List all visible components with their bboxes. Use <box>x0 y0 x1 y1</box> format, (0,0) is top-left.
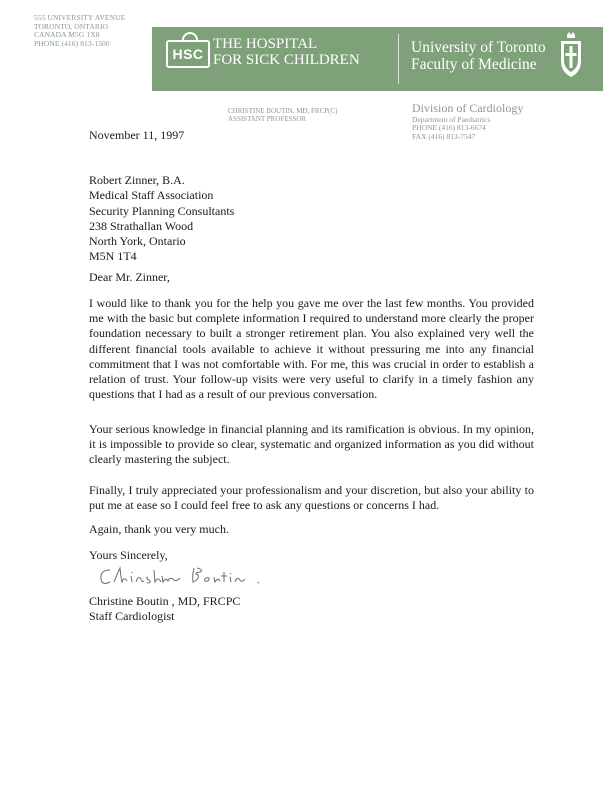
university-crest-icon <box>556 31 586 79</box>
body-paragraph: Your serious knowledge in financial planning and its ramification is obvious. In my opinion, it is impossible to provide so clear, systematic and organized information as you did without clearly mastering the subject. <box>89 422 534 467</box>
hospital-name <box>213 36 360 68</box>
recipient-address <box>89 173 234 265</box>
signer-title: Staff Cardiologist <box>89 609 175 624</box>
hospital-address <box>34 14 125 48</box>
address-line: PHONE (416) 813-1500 <box>34 38 110 48</box>
department-info <box>412 116 490 141</box>
handwritten-signature <box>96 564 276 590</box>
hsc-logo: HSC <box>166 40 210 68</box>
salutation: Dear Mr. Zinner, <box>89 270 170 284</box>
recipient-line: Medical Staff Association <box>89 188 214 203</box>
recipient-line: Security Planning Consultants <box>89 203 235 218</box>
signer-block <box>89 594 240 625</box>
sender-title-line: CHRISTINE BOUTIN, MD, FRCP(C) <box>228 107 338 115</box>
address-line: 555 UNIVERSITY AVENUE <box>34 13 126 22</box>
university-name-line: University of Toronto <box>411 39 546 56</box>
sender-title-line: ASSISTANT PROFESSOR <box>228 115 307 124</box>
body-paragraph: I would like to thank you for the help you gave me over the last few months. You provided me with the basic but complete information I required to understand more clearly the proper foundation necessary to built a stronger retirement plan. You also explained very well the different financial tools available to achieve it without pressuring me into any financial commitment that I was not comfortable with. For me, this was crucial in order to establish a relation of trust. Your follow-up visits were very useful to clarify in a timely fashion any questions that I had as a result of our previous conversation. <box>89 296 534 402</box>
address-line: CANADA M5G 1X8 <box>34 30 100 40</box>
department-line: FAX (416) 813-7547 <box>412 131 476 141</box>
recipient-line: North York, Ontario <box>89 234 186 249</box>
address-line: TORONTO, ONTARIO <box>34 21 109 31</box>
division-title: Division of Cardiology <box>412 101 524 115</box>
university-name <box>411 39 546 73</box>
department-line: Department of Paediatrics <box>412 115 491 124</box>
recipient-line: Robert Zinner, B.A. <box>89 173 185 187</box>
recipient-line: M5N 1T4 <box>89 249 137 264</box>
body-paragraph: Finally, I truly appreciated your professionalism and your discretion, but also your ability to put me at ease so I could feel free to ask any questions or concerns I had. <box>89 483 534 513</box>
closing: Yours Sincerely, <box>89 548 168 562</box>
signer-name: Christine Boutin , MD, FRCPC <box>89 594 241 608</box>
banner-divider <box>398 34 399 84</box>
letter-date: November 11, 1997 <box>89 128 185 142</box>
recipient-line: 238 Strathallan Wood <box>89 218 194 233</box>
hospital-name-line: FOR SICK CHILDREN <box>213 52 360 68</box>
university-name-line: Faculty of Medicine <box>411 56 537 73</box>
sender-title <box>228 107 337 124</box>
hospital-name-line: THE HOSPITAL <box>213 36 318 52</box>
department-line: PHONE (416) 813-6674 <box>412 123 486 133</box>
body-paragraph: Again, thank you very much. <box>89 522 229 536</box>
